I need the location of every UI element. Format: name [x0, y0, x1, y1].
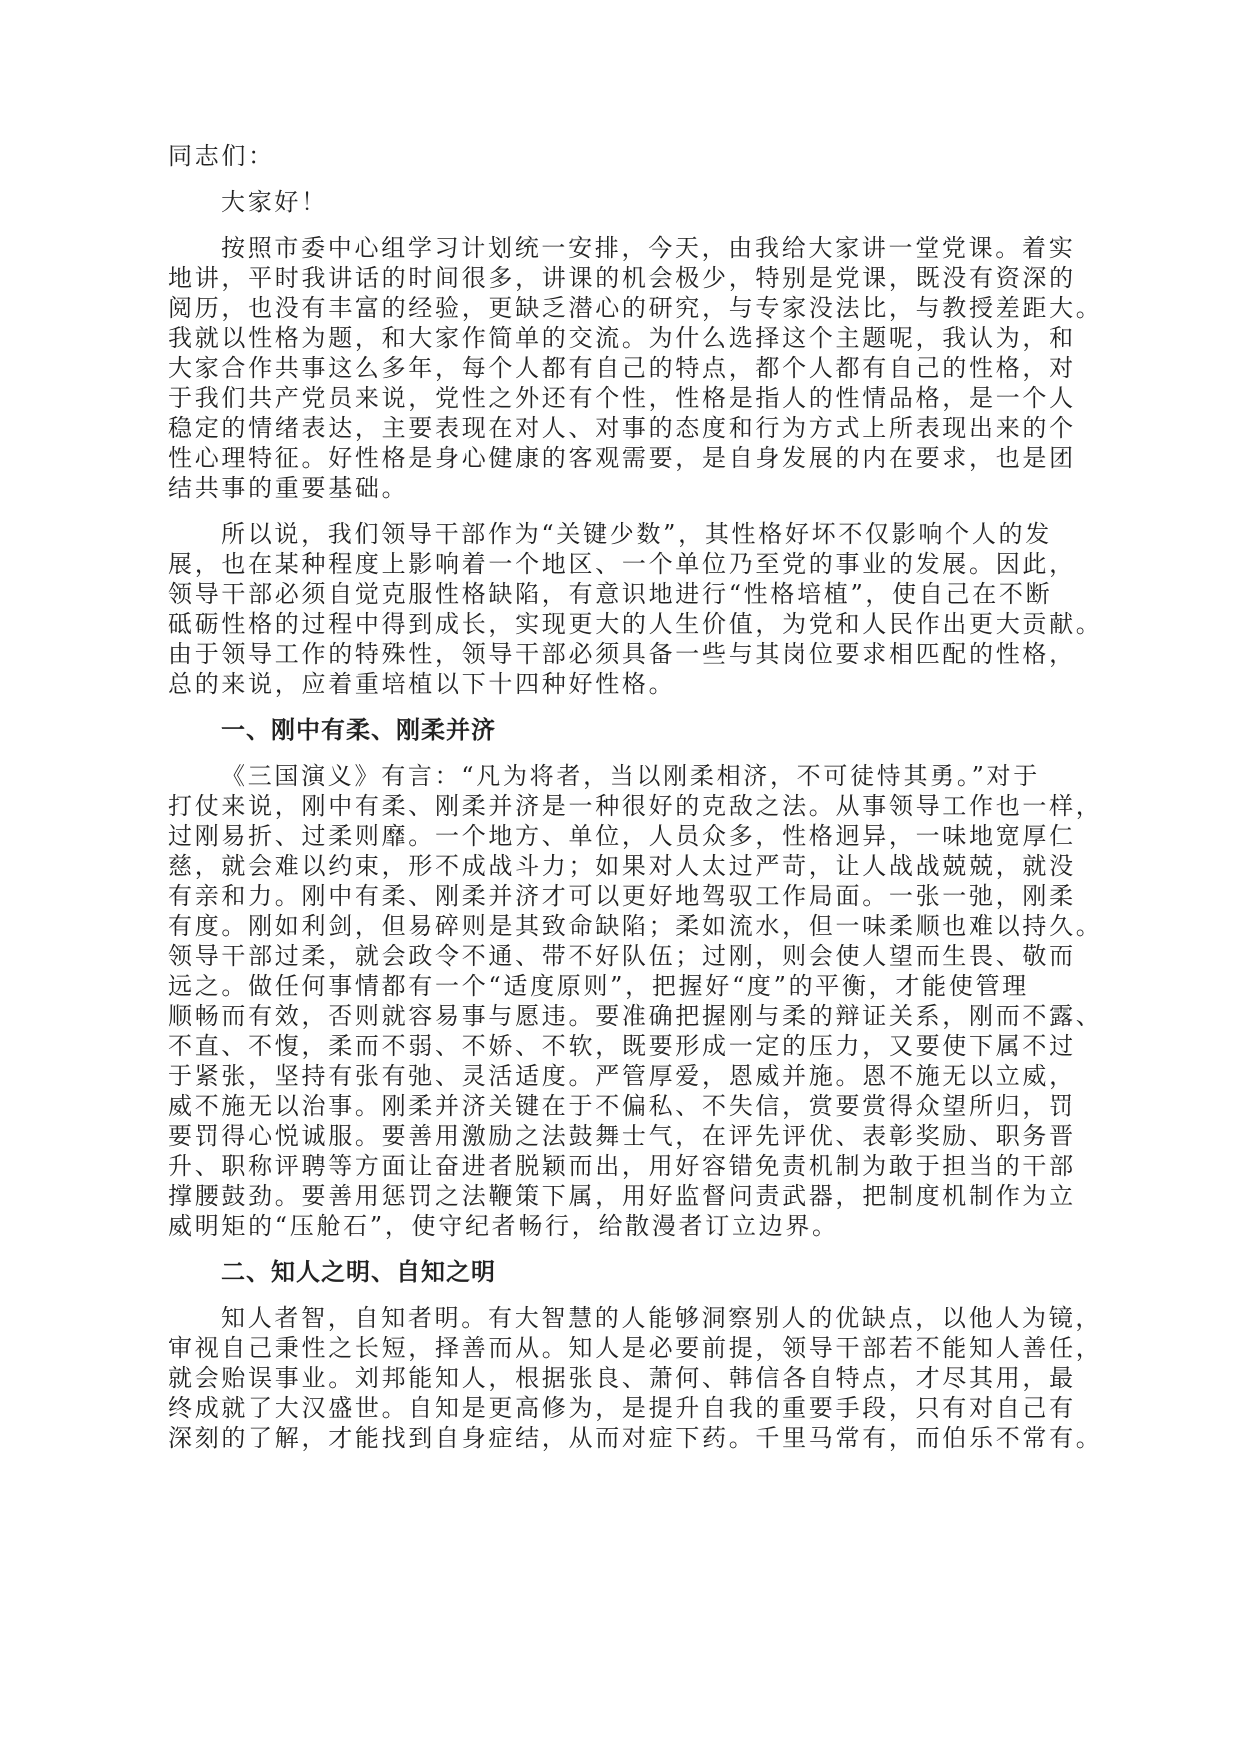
text-line: 不直、不愎，柔而不弱、不娇、不软，既要形成一定的压力，又要使下属不过	[168, 1032, 1076, 1060]
text-line: 知人者智，自知者明。有大智慧的人能够洞察别人的优缺点，以他人为镜，	[221, 1304, 1103, 1332]
text-line: 我就以性格为题，和大家作简单的交流。为什么选择这个主题呢，我认为，和	[168, 324, 1076, 352]
text-line: 过刚易折、过柔则靡。一个地方、单位，人员众多，性格迥异，一味地宽厚仁	[168, 822, 1076, 850]
text-line: 总的来说，应着重培植以下十四种好性格。	[168, 670, 676, 698]
paragraph-leaders	[168, 519, 1168, 699]
text-line: 威明矩的“压舱石”，使守纪者畅行，给散漫者订立边界。	[168, 1212, 839, 1240]
text-line: 砥砺性格的过程中得到成长，实现更大的人生价值，为党和人民作出更大贡献。	[168, 610, 1103, 638]
salutation	[168, 141, 1168, 171]
text-line: 稳定的情绪表达，主要表现在对人、对事的态度和行为方式上所表现出来的个	[168, 414, 1076, 442]
greeting-text: 大家好！	[221, 188, 328, 216]
heading-text: 二、知人之明、自知之明	[221, 1257, 496, 1286]
paragraph-section-1	[168, 761, 1168, 1241]
section-heading-2	[168, 1257, 1168, 1287]
text-line: 结共事的重要基础。	[168, 474, 409, 502]
text-line: 性心理特征。好性格是身心健康的客观需要，是自身发展的内在要求，也是团	[168, 444, 1076, 472]
text-line: 威不施无以治事。刚柔并济关键在于不偏私、不失信，赏要赏得众望所归，罚	[168, 1092, 1076, 1120]
text-line: 终成就了大汉盛世。自知是更高修为，是提升自我的重要手段，只有对自己有	[168, 1394, 1076, 1422]
text-line: 大家合作共事这么多年，每个人都有自己的特点，都个人都有自己的性格，对	[168, 354, 1076, 382]
text-line: 撑腰鼓劲。要善用惩罚之法鞭策下属，用好监督问责武器，把制度机制作为立	[168, 1182, 1076, 1210]
text-line: 领导干部必须自觉克服性格缺陷，有意识地进行“性格培植”，使自己在不断	[168, 580, 1053, 608]
text-line: 审视自己秉性之长短，择善而从。知人是必要前提，领导干部若不能知人善任，	[168, 1334, 1103, 1362]
paragraph-intro	[168, 233, 1168, 503]
heading-text: 一、刚中有柔、刚柔并济	[221, 715, 496, 744]
text-line: 于我们共产党员来说，党性之外还有个性，性格是指人的性情品格，是一个人	[168, 384, 1076, 412]
text-line: 阅历，也没有丰富的经验，更缺乏潜心的研究，与专家没法比，与教授差距大。	[168, 294, 1103, 322]
text-line: 领导干部过柔，就会政令不通、带不好队伍；过刚，则会使人望而生畏、敬而	[168, 942, 1076, 970]
text-line: 慈，就会难以约束，形不成战斗力；如果对人太过严苛，让人战战兢兢，就没	[168, 852, 1076, 880]
text-line: 展，也在某种程度上影响着一个地区、一个单位乃至党的事业的发展。因此，	[168, 550, 1076, 578]
text-line: 有度。刚如利剑，但易碎则是其致命缺陷；柔如流水，但一味柔顺也难以持久。	[168, 912, 1103, 940]
text-line: 深刻的了解，才能找到自身症结，从而对症下药。千里马常有，而伯乐不常有。	[168, 1424, 1103, 1452]
text-line: 就会贻误事业。刘邦能知人，根据张良、萧何、韩信各自特点，才尽其用，最	[168, 1364, 1076, 1392]
paragraph-section-2	[168, 1303, 1168, 1453]
section-heading-1	[168, 715, 1168, 745]
text-line: 于紧张，坚持有张有弛、灵活适度。严管厚爱，恩威并施。恩不施无以立威，	[168, 1062, 1076, 1090]
text-line: 《三国演义》有言：“凡为将者，当以刚柔相济，不可徒恃其勇。”对于	[221, 762, 1040, 790]
text-line: 打仗来说，刚中有柔、刚柔并济是一种很好的克敌之法。从事领导工作也一样，	[168, 792, 1103, 820]
salutation-text: 同志们：	[168, 142, 275, 170]
text-line: 有亲和力。刚中有柔、刚柔并济才可以更好地驾驭工作局面。一张一弛，刚柔	[168, 882, 1076, 910]
text-line: 要罚得心悦诚服。要善用激励之法鼓舞士气，在评先评优、表彰奖励、职务晋	[168, 1122, 1076, 1150]
text-line: 按照市委中心组学习计划统一安排，今天，由我给大家讲一堂党课。着实	[221, 234, 1076, 262]
text-line: 地讲，平时我讲话的时间很多，讲课的机会极少，特别是党课，既没有资深的	[168, 264, 1076, 292]
greeting	[168, 187, 1168, 217]
text-line: 由于领导工作的特殊性，领导干部必须具备一些与其岗位要求相匹配的性格，	[168, 640, 1076, 668]
document-body	[168, 141, 1168, 1469]
text-line: 远之。做任何事情都有一个“适度原则”，把握好“度”的平衡，才能使管理	[168, 972, 1029, 1000]
text-line: 顺畅而有效，否则就容易事与愿违。要准确把握刚与柔的辩证关系，刚而不露、	[168, 1002, 1103, 1030]
text-line: 升、职称评聘等方面让奋进者脱颖而出，用好容错免责机制为敢于担当的干部	[168, 1152, 1076, 1180]
text-line: 所以说，我们领导干部作为“关键少数”，其性格好坏不仅影响个人的发	[221, 520, 1052, 548]
